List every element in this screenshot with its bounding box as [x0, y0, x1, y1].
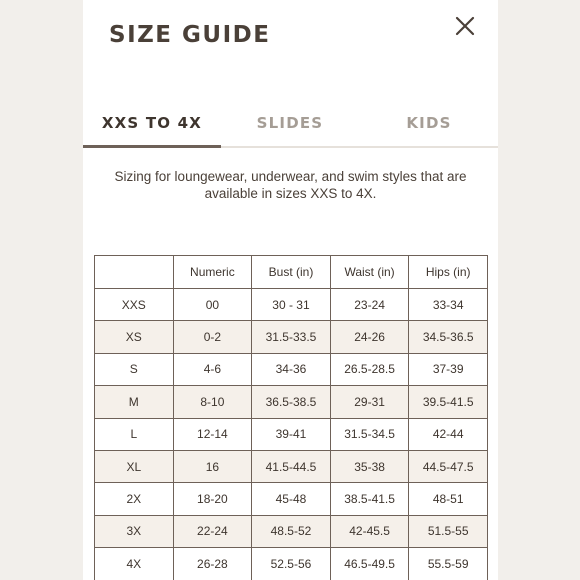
- table-body: [95, 289, 488, 580]
- table-row: [95, 289, 488, 321]
- table-cell: 44.5-47.5: [409, 450, 488, 482]
- table-cell: 38.5-41.5: [330, 483, 409, 515]
- table-row: [95, 353, 488, 385]
- table-cell: 16: [173, 450, 252, 482]
- table-cell: 22-24: [173, 515, 252, 547]
- table-cell: 31.5-33.5: [252, 321, 331, 353]
- table-cell: 12-14: [173, 418, 252, 450]
- size-tabs: [83, 100, 498, 148]
- table-cell: 34.5-36.5: [409, 321, 488, 353]
- table-row: [95, 548, 488, 580]
- size-guide-modal: [83, 0, 498, 580]
- size-label-cell: XS: [95, 321, 174, 353]
- size-table: [94, 255, 488, 580]
- size-label-cell: L: [95, 418, 174, 450]
- close-icon: [451, 12, 479, 40]
- size-description: Sizing for loungewear, underwear, and swim styles that are available in sizes XXS to 4X.: [114, 169, 467, 201]
- table-cell: 33-34: [409, 289, 488, 321]
- table-cell: 37-39: [409, 353, 488, 385]
- table-cell: 42-45.5: [330, 515, 409, 547]
- table-cell: 31.5-34.5: [330, 418, 409, 450]
- table-cell: 45-48: [252, 483, 331, 515]
- modal-title: SIZE GUIDE: [109, 22, 271, 48]
- table-cell: 4-6: [173, 353, 252, 385]
- table-cell: 46.5-49.5: [330, 548, 409, 580]
- size-label-cell: XXS: [95, 289, 174, 321]
- header-cell: Hips (in): [409, 256, 488, 289]
- tab-kids[interactable]: KIDS: [406, 114, 452, 132]
- header-cell: Waist (in): [330, 256, 409, 289]
- table-cell: 26-28: [173, 548, 252, 580]
- header-cell: [95, 256, 174, 289]
- table-cell: 39-41: [252, 418, 331, 450]
- size-label-cell: S: [95, 353, 174, 385]
- header-cell: Bust (in): [252, 256, 331, 289]
- table-row: [95, 450, 488, 482]
- table-cell: 42-44: [409, 418, 488, 450]
- table-cell: 51.5-55: [409, 515, 488, 547]
- table-cell: 36.5-38.5: [252, 386, 331, 418]
- table-cell: 41.5-44.5: [252, 450, 331, 482]
- table-cell: 26.5-28.5: [330, 353, 409, 385]
- table-cell: 8-10: [173, 386, 252, 418]
- table-row: [95, 515, 488, 547]
- table-row: [95, 386, 488, 418]
- tab-slides[interactable]: SLIDES: [256, 114, 324, 132]
- table-cell: 48.5-52: [252, 515, 331, 547]
- size-label-cell: 2X: [95, 483, 174, 515]
- table-cell: 30 - 31: [252, 289, 331, 321]
- table-cell: 55.5-59: [409, 548, 488, 580]
- table-row: [95, 483, 488, 515]
- table-cell: 35-38: [330, 450, 409, 482]
- table-cell: 00: [173, 289, 252, 321]
- table-row: [95, 321, 488, 353]
- close-button[interactable]: [451, 12, 479, 40]
- size-label-cell: XL: [95, 450, 174, 482]
- size-label-cell: 4X: [95, 548, 174, 580]
- table-header-row: [95, 256, 488, 289]
- table-cell: 52.5-56: [252, 548, 331, 580]
- table-cell: 0-2: [173, 321, 252, 353]
- header-cell: Numeric: [173, 256, 252, 289]
- size-label-cell: 3X: [95, 515, 174, 547]
- table-cell: 29-31: [330, 386, 409, 418]
- table-cell: 39.5-41.5: [409, 386, 488, 418]
- size-label-cell: M: [95, 386, 174, 418]
- table-row: [95, 418, 488, 450]
- table-cell: 23-24: [330, 289, 409, 321]
- table-cell: 34-36: [252, 353, 331, 385]
- table-cell: 48-51: [409, 483, 488, 515]
- table-cell: 18-20: [173, 483, 252, 515]
- tab-xxs-to-4x[interactable]: XXS TO 4X: [83, 100, 221, 148]
- table-cell: 24-26: [330, 321, 409, 353]
